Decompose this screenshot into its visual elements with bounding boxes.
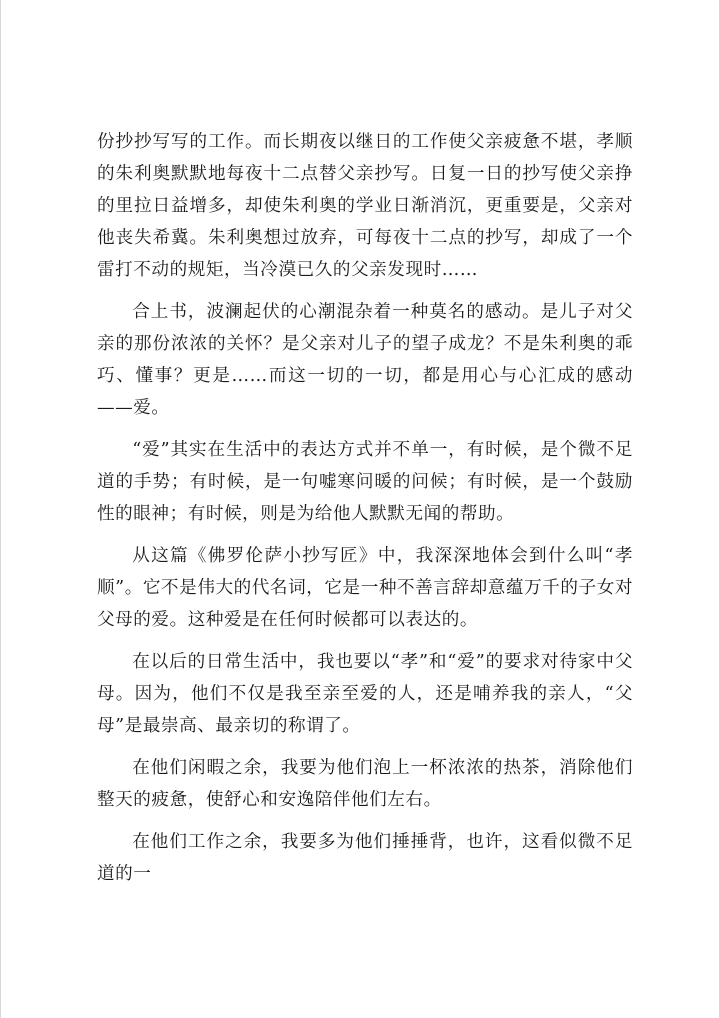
- paragraph: 在他们闲暇之余，我要为他们泡上一杯浓浓的热茶，消除他们整天的疲惫，使舒心和安逸陪伴他们左右。: [97, 758, 633, 810]
- paragraph: 份抄抄写写的工作。而长期夜以继日的工作使父亲疲惫不堪，孝顺的朱利奥默默地每夜十二点替父亲抄写。日复一日的抄写使父亲挣的里拉日益增多，却使朱利奥的学业日渐消沉，更重要是，父亲对他丧失希冀。朱利奥想过放弃，可每夜十二点的抄写，却成了一个雷打不动的规矩，当冷漠已久的父亲发现时……: [97, 132, 633, 280]
- paragraph: “爱”其实在生活中的表达方式并不单一，有时候，是个微不足道的手势；有时候，是一句嘘寒问暖的问候；有时候，是一个鼓励性的眼神；有时候，则是为给他人默默无闻的帮助。: [97, 440, 633, 524]
- paragraph: 从这篇《佛罗伦萨小抄写匠》中，我深深地体会到什么叫“孝顺”。它不是伟大的代名词，它是一种不善言辞却意蕴万千的子女对父母的爱。这种爱是在任何时候都可以表达的。: [97, 546, 633, 630]
- paragraph: 在以后的日常生活中，我也要以“孝”和“爱”的要求对待家中父母。因为，他们不仅是我至亲至爱的人，还是哺养我的亲人，“父母”是最崇高、最亲切的称谓了。: [97, 652, 633, 736]
- paragraph: 合上书，波澜起伏的心潮混杂着一种莫名的感动。是儿子对父亲的那份浓浓的关怀？是父亲对儿子的望子成龙？不是朱利奥的乖巧、懂事？更是……而这一切的一切，都是用心与心汇成的感动——爱。: [97, 302, 633, 418]
- paragraph: 在他们工作之余，我要多为他们捶捶背，也许，这看似微不足道的一: [97, 832, 633, 884]
- document-body: [97, 126, 633, 900]
